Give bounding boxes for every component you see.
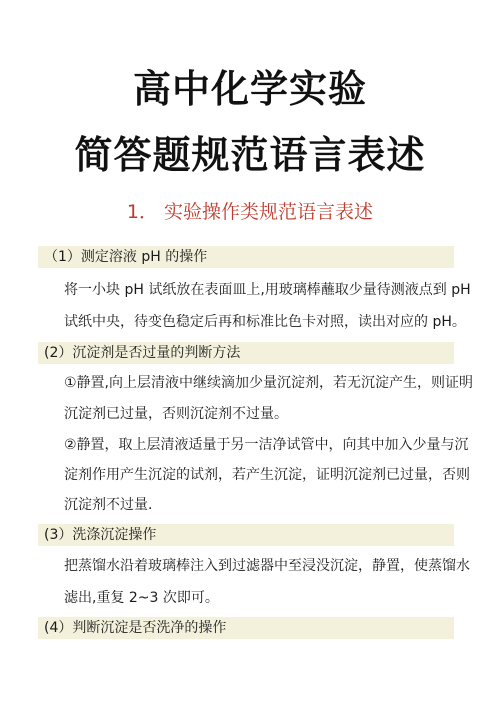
item-1-line-2: 试纸中央，待变色稳定后再和标准比色卡对照，读出对应的 pH。	[64, 314, 466, 330]
item-2-line-1: ①静置,向上层清液中继续滴加少量沉淀剂，若无沉淀产生，则证明	[64, 375, 473, 391]
item-3-line-1: 把蒸馏水沿着玻璃棒注入到过滤器中至浸没沉淀，静置，使蒸馏水	[64, 558, 470, 574]
item-2-line-4: 淀剂作用产生沉淀的试剂，若产生沉淀，证明沉淀剂已过量，否则	[64, 467, 470, 483]
item-1-line-1: 将一小块 pH 试纸放在表面皿上,用玻璃棒蘸取少量待测液点到 pH	[64, 282, 471, 298]
item-heading-2: (2）沉淀剂是否过量的判断方法	[38, 342, 454, 364]
item-heading-1: （1）测定溶液 pH 的操作	[38, 246, 454, 268]
document-title-line-1: 高中化学实验	[132, 67, 367, 111]
document-title-line-2: 简答题规范语言表述	[74, 133, 426, 177]
item-heading-3: (3）洗涤沉淀操作	[38, 524, 454, 546]
item-2-line-3: ②静置，取上层清液适量于另一洁净试管中，向其中加入少量与沉	[64, 437, 469, 453]
item-3-line-2: 滤出,重复 2~3 次即可。	[64, 590, 219, 606]
section-heading: 1． 实验操作类规范语言表述	[126, 201, 374, 223]
item-heading-4: (4）判断沉淀是否洗净的操作	[38, 617, 454, 639]
item-2-line-5: 沉淀剂不过量.	[64, 497, 153, 513]
item-2-line-2: 沉淀剂已过量，否则沉淀剂不过量。	[64, 406, 288, 422]
